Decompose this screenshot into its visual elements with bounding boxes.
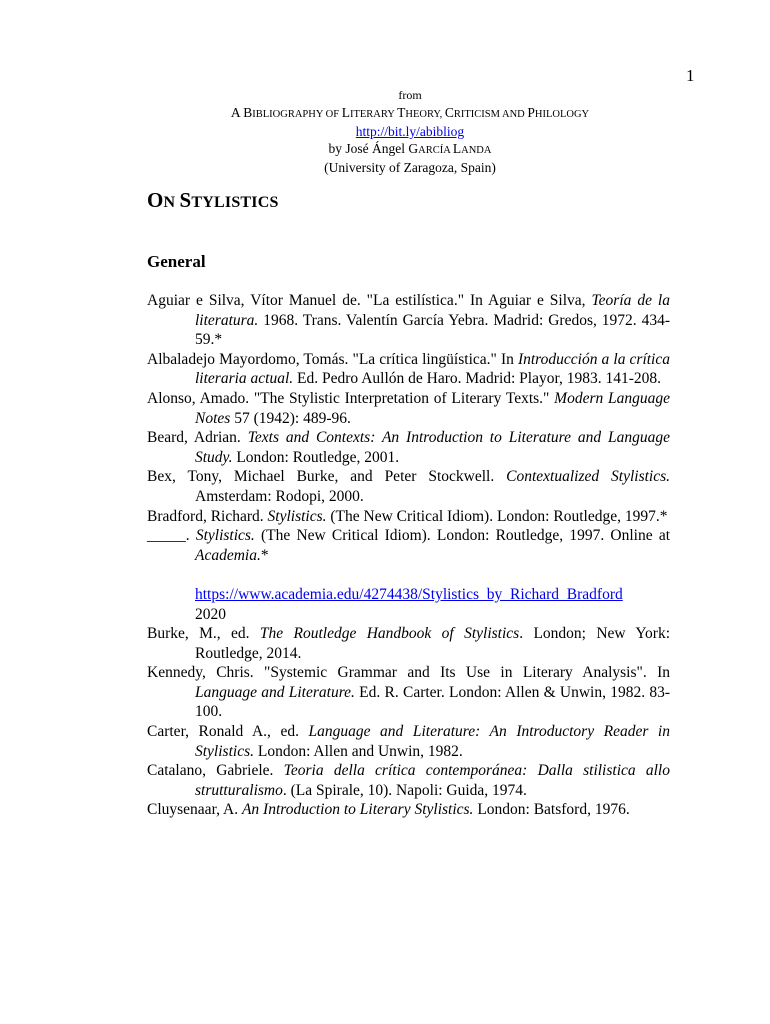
bibliography-entry [147, 389, 670, 428]
bibliography-entry [147, 722, 670, 761]
entry-title: Stylistics. [267, 507, 327, 525]
entry-text: Aguiar e Silva, Vítor Manuel de. "La estilística." In Aguiar e Silva, [147, 292, 592, 309]
document-header [0, 87, 770, 176]
bibliography-entry [147, 291, 670, 350]
affiliation: (University of Zaragoza, Spain) [324, 160, 496, 175]
entry-url-link[interactable]: https://www.academia.edu/4274438/Stylistics_by_Richard_Bradford [195, 585, 623, 603]
bibliography-entries [147, 291, 670, 820]
entry-title: The Routledge Handbook of Stylistics [259, 625, 520, 643]
entry-text: London: Routledge, 2001. [232, 448, 400, 466]
entry-title: Teoria della crítica contemporánea: Dalla stilistica allo strutturalismo [195, 762, 670, 799]
bib-title-part: C [444, 105, 454, 120]
entry-title: Academia. [195, 546, 261, 564]
entry-text: Cluysenaar, A. [147, 801, 242, 819]
title-part: N [163, 194, 180, 211]
bibliography-entry [147, 350, 670, 389]
entry-text: 1968. Trans. Valentín García Yebra. Madrid: Gredos, 1972. 434-59.* [195, 311, 670, 349]
entry-text: Carter, Ronald A., ed. [147, 723, 309, 741]
title-part: S [179, 188, 192, 212]
bibliography-link[interactable]: http://bit.ly/abibliog [355, 124, 465, 139]
entry-text: Albaladejo Mayordomo, Tomás. "La crítica lingüística." In [147, 350, 518, 368]
entry-title: Introducción a la crítica literaria actual. [195, 350, 670, 388]
author-line [0, 140, 770, 159]
entry-text: London: Batsford, 1976. [473, 801, 630, 819]
entry-title: Teoría de la literatura. [195, 292, 670, 329]
entry-text: Alonso, Amado. "The Stylistic Interpretation of Literary Texts." [147, 389, 555, 407]
page-title [147, 188, 279, 213]
header-from: from [398, 88, 422, 102]
author-part: L [452, 141, 462, 156]
bibliography-title [0, 104, 770, 123]
author-part: ANDA [461, 145, 492, 156]
entry-text: Burke, M., ed. [147, 625, 260, 643]
entry-text: 57 (1942): 489-96. [230, 409, 351, 427]
entry-title: Modern Language Notes [195, 389, 670, 427]
bib-title-part: A B [230, 105, 253, 120]
entry-text: London: Allen and Unwin, 1982. [253, 742, 463, 760]
bib-title-part: HILOLOGY [534, 109, 590, 120]
entry-title: Contextualized Stylistics. [506, 468, 671, 486]
title-part: O [147, 188, 164, 212]
page-number: 1 [686, 66, 695, 85]
bibliography-entry [147, 526, 670, 565]
bib-title-part: IBLIOGRAPHY OF [252, 109, 342, 120]
entry-text: Bex, Tony, Michael Burke, and Peter Stockwell. [147, 468, 507, 486]
entry-text: Catalano, Gabriele. [147, 762, 284, 780]
entry-title: Stylistics. [195, 527, 255, 545]
bib-title-part: L [341, 105, 350, 120]
bib-title-part: T [397, 105, 406, 120]
title-part: TYLISTICS [191, 194, 279, 211]
bib-title-part: HEORY, [405, 109, 445, 120]
entry-text: Ed. R. Carter. London: Allen & Unwin, 1982. 83-100. [195, 683, 670, 721]
entry-link-block [147, 585, 670, 624]
entry-title: Language and Literature: An Introductory Reader in Stylistics. [195, 723, 670, 760]
bibliography-entry [147, 507, 670, 527]
entry-text: Beard, Adrian. [147, 429, 248, 447]
bibliography-entry [147, 624, 670, 663]
bibliography-entry [147, 467, 670, 506]
author-part: by José Ángel G [328, 141, 419, 156]
entry-access-year: 2020 [195, 605, 226, 623]
entry-title: An Introduction to Literary Stylistics. [241, 801, 474, 819]
bib-title-part: P [527, 105, 535, 120]
entry-text: . London; New York: Routledge, 2014. [195, 625, 671, 662]
bibliography-entry [147, 800, 670, 820]
bibliography-entry [147, 428, 670, 467]
entry-text: Ed. Pedro Aullón de Haro. Madrid: Playor, 1983. 141-208. [293, 370, 662, 388]
entry-text: _____. [147, 527, 196, 545]
entry-text: Amsterdam: Rodopi, 2000. [195, 487, 364, 505]
bib-title-part: RITICISM AND [453, 109, 528, 120]
entry-text: (The New Critical Idiom). London: Routledge, 1997.* [326, 507, 668, 525]
entry-title: Language and Literature. [195, 683, 355, 701]
bib-title-part: ITERARY [349, 109, 398, 120]
entry-text: * [260, 546, 269, 564]
entry-title: Texts and Contexts: An Introduction to Literature and Language Study. [195, 429, 670, 466]
entry-text: (The New Critical Idiom). London: Routledge, 1997. Online at [254, 527, 670, 545]
bibliography-entry [147, 663, 670, 722]
section-heading: General [147, 252, 206, 271]
bibliography-entry [147, 761, 670, 800]
entry-text: Bradford, Richard. [147, 507, 268, 525]
entry-text: . (La Spirale, 10). Napoli: Guida, 1974. [282, 781, 527, 799]
entry-text: Kennedy, Chris. "Systemic Grammar and Its Use in Literary Analysis". In [147, 664, 670, 682]
author-part: ARCÍA [418, 145, 453, 156]
